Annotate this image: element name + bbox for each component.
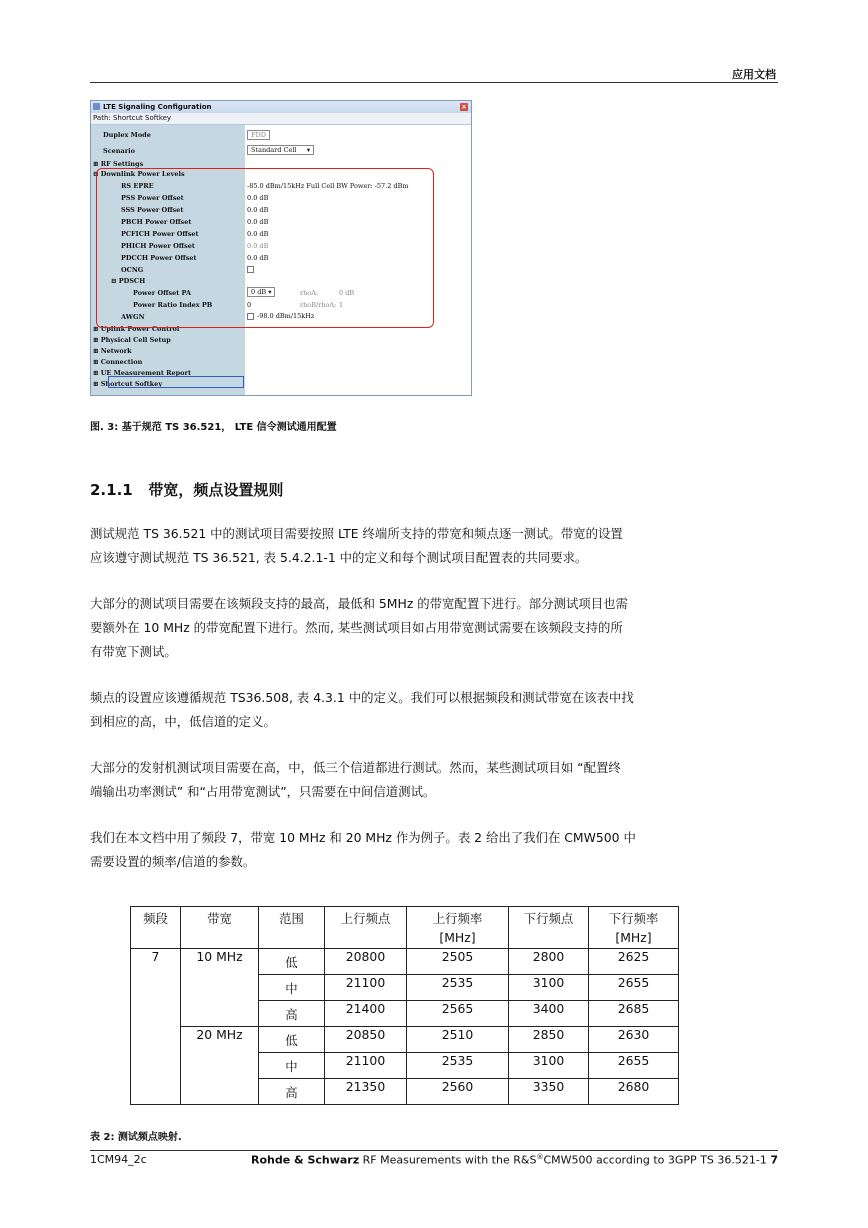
awgn-value[interactable]: -98.0 dBm/15kHz: [257, 312, 315, 320]
expand-icon[interactable]: ⊞: [93, 325, 101, 333]
tree-item-network[interactable]: ⊞ Network: [93, 347, 132, 355]
tree-item-power-offset-pa[interactable]: Power Offset PA: [133, 289, 191, 297]
highlight-box: [96, 168, 434, 328]
cell: 3350: [509, 1079, 589, 1105]
header-cell: 上行频点: [325, 907, 407, 949]
selection-box: [108, 376, 244, 388]
pss-value[interactable]: 0.0 dB: [247, 194, 269, 202]
cell: 3100: [509, 975, 589, 1001]
chevron-down-icon[interactable]: ▾: [268, 288, 272, 296]
cell: 2625: [589, 949, 679, 975]
tree-item-ocng[interactable]: OCNG: [121, 266, 144, 274]
footer-divider: [90, 1150, 778, 1151]
header-cell: 下行频率 [MHz]: [589, 907, 679, 949]
sss-value[interactable]: 0.0 dB: [247, 206, 269, 214]
expand-icon[interactable]: ⊞: [93, 336, 101, 344]
section-heading: 2.1.1 带宽，频点设置规则: [90, 481, 284, 499]
cell: 2560: [407, 1079, 509, 1105]
cell: 2535: [407, 1053, 509, 1079]
app-icon: [93, 103, 100, 110]
cell: 2505: [407, 949, 509, 975]
tree-item-rs-epre[interactable]: RS EPRE: [121, 182, 154, 190]
band-cell: 7: [131, 949, 181, 1105]
cell: 2850: [509, 1027, 589, 1053]
range-cell: 高: [259, 1079, 325, 1105]
tree-item-phich-power-offset[interactable]: PHICH Power Offset: [121, 242, 195, 250]
tree-item-sss-power-offset[interactable]: SSS Power Offset: [121, 206, 184, 214]
cell: 2565: [407, 1001, 509, 1027]
window-titlebar: [91, 101, 471, 113]
cell: 21100: [325, 1053, 407, 1079]
cell: 2680: [589, 1079, 679, 1105]
paragraph: 大部分的发射机测试项目需要在高，中，低三个信道都进行测试。然而，某些测试项目如 “配置终 端输出功率测试” 和“占用带宽测试”，只需要在中间信道测试。: [90, 760, 621, 799]
paragraph: 我们在本文档中用了频段 7，带宽 10 MHz 和 20 MHz 作为例子。表 2 给出了我们在 CMW500 中 需要设置的频率/信道的参数。: [90, 830, 636, 869]
tree-item-pdcch-power-offset[interactable]: PDCCH Power Offset: [121, 254, 197, 262]
expand-icon[interactable]: ⊞: [93, 369, 101, 377]
tree-item-physical-cell-setup[interactable]: ⊞ Physical Cell Setup: [93, 336, 171, 344]
footer-text: Rohde & Schwarz RF Measurements with the R&S®CMW500 according to 3GPP TS 36.521-1 7: [251, 1153, 778, 1167]
header-cell: 上行频率 [MHz]: [407, 907, 509, 949]
path-bar: Path: Shortcut Softkey: [91, 113, 471, 125]
tree-item-pcfich-power-offset[interactable]: PCFICH Power Offset: [121, 230, 199, 238]
cell: 20850: [325, 1027, 407, 1053]
cell: 2800: [509, 949, 589, 975]
tree-item-awgn[interactable]: AWGN: [121, 313, 145, 321]
tree-item-ue-measurement-report[interactable]: ⊞ UE Measurement Report: [93, 369, 191, 377]
tree-item-scenario[interactable]: Scenario: [103, 147, 135, 155]
collapse-icon[interactable]: ⊟: [93, 170, 101, 178]
rhob-label: rhoB/rhoA:: [300, 301, 337, 309]
figure-caption: 图. 3: 基于规范 TS 36.521， LTE 信令测试通用配置: [90, 422, 337, 433]
pcfich-value[interactable]: 0.0 dB: [247, 230, 269, 238]
range-cell: 高: [259, 1001, 325, 1027]
collapse-icon[interactable]: ⊟: [111, 277, 119, 285]
rhoa-label: rhoA:: [300, 289, 319, 297]
cell: 2535: [407, 975, 509, 1001]
cell: 20800: [325, 949, 407, 975]
expand-icon[interactable]: ⊞: [93, 160, 101, 168]
range-cell: 中: [259, 975, 325, 1001]
cell: 2685: [589, 1001, 679, 1027]
cell: 2655: [589, 1053, 679, 1079]
pdcch-value[interactable]: 0.0 dB: [247, 254, 269, 262]
full-cell-bw-power: Full Cell BW Power: -57.2 dBm: [306, 182, 409, 190]
tree-item-pbch-power-offset[interactable]: PBCH Power Offset: [121, 218, 192, 226]
tree-item-pdsch[interactable]: ⊟ PDSCH: [111, 277, 146, 285]
cell: 2630: [589, 1027, 679, 1053]
tree-item-downlink-power-levels[interactable]: ⊟ Downlink Power Levels: [93, 170, 185, 178]
pb-value[interactable]: 0: [247, 301, 252, 309]
cell: 21100: [325, 975, 407, 1001]
range-cell: 低: [259, 949, 325, 975]
rhoa-value: 0 dB: [339, 289, 355, 297]
header-divider: [90, 82, 778, 83]
pa-select[interactable]: 0 dB ▾: [247, 287, 275, 297]
duplex-mode-field[interactable]: FDD: [247, 130, 270, 140]
cell: 21400: [325, 1001, 407, 1027]
frequency-table: [130, 906, 679, 1105]
page-number: 7: [770, 1153, 778, 1167]
expand-icon[interactable]: ⊞: [93, 380, 101, 388]
rhob-value: 1: [339, 301, 344, 309]
phich-value[interactable]: 0.0 dB: [247, 242, 269, 250]
close-icon[interactable]: ×: [461, 103, 467, 111]
footer-doc-id: 1CM94_2c: [90, 1153, 147, 1166]
paragraph: 频点的设置应该遵循规范 TS36.508, 表 4.3.1 中的定义。我们可以根据频段和测试带宽在该表中找 到相应的高，中，低信道的定义。: [90, 690, 634, 729]
table-row: [131, 1027, 679, 1053]
header-cell: 带宽: [181, 907, 259, 949]
header-cell: 范围: [259, 907, 325, 949]
range-cell: 低: [259, 1027, 325, 1053]
table-header-row: [131, 907, 679, 949]
range-cell: 中: [259, 1053, 325, 1079]
header-cell: 频段: [131, 907, 181, 949]
bandwidth-cell: 10 MHz: [181, 949, 259, 1027]
tree-item-shortcut-softkey[interactable]: ⊞ Shortcut Softkey: [93, 380, 163, 388]
tree-item-duplex-mode[interactable]: Duplex Mode: [103, 131, 151, 139]
tree-item-uplink-power-control[interactable]: ⊞ Uplink Power Control: [93, 325, 180, 333]
table-row: [131, 949, 679, 975]
cell: 3400: [509, 1001, 589, 1027]
scenario-select[interactable]: Standard Cell ▾: [247, 145, 314, 155]
cell: 3100: [509, 1053, 589, 1079]
expand-icon[interactable]: ⊞: [93, 347, 101, 355]
cell: 2510: [407, 1027, 509, 1053]
header-cell: 下行频点: [509, 907, 589, 949]
expand-icon[interactable]: ⊞: [93, 358, 101, 366]
bandwidth-cell: 20 MHz: [181, 1027, 259, 1105]
pbch-value[interactable]: 0.0 dB: [247, 218, 269, 226]
cell: 2655: [589, 975, 679, 1001]
table-caption: 表 2: 测试频点映射.: [90, 1132, 182, 1143]
tree-item-power-ratio-index-pb[interactable]: Power Ratio Index PB: [133, 301, 213, 309]
tree-item-rf-settings[interactable]: ⊞ RF Settings: [93, 160, 144, 168]
header-title: 应用文档: [732, 68, 776, 81]
paragraph: 大部分的测试项目需要在该频段支持的最高，最低和 5MHz 的带宽配置下进行。部分测试项目也需 要额外在 10 MHz 的带宽配置下进行。然而, 某些测试项目如占用带宽测试需要在该频段支持的所 有带宽下测试。: [90, 596, 628, 659]
paragraph: 测试规范 TS 36.521 中的测试项目需要按照 LTE 终端所支持的带宽和频点逐一测试。带宽的设置 应该遵守测试规范 TS 36.521, 表 5.4.2.1-1 中的定义和每个测试项目配置表的共同要求。: [90, 526, 623, 565]
chevron-down-icon[interactable]: ▾: [306, 146, 311, 154]
tree-item-connection[interactable]: ⊞ Connection: [93, 358, 143, 366]
window-title: LTE Signaling Configuration: [103, 103, 212, 111]
tree-item-pss-power-offset[interactable]: PSS Power Offset: [121, 194, 184, 202]
rs-epre-value[interactable]: -85.0 dBm/15kHz Full Cell BW Power: -57.2 dBm: [247, 182, 409, 190]
cell: 21350: [325, 1079, 407, 1105]
